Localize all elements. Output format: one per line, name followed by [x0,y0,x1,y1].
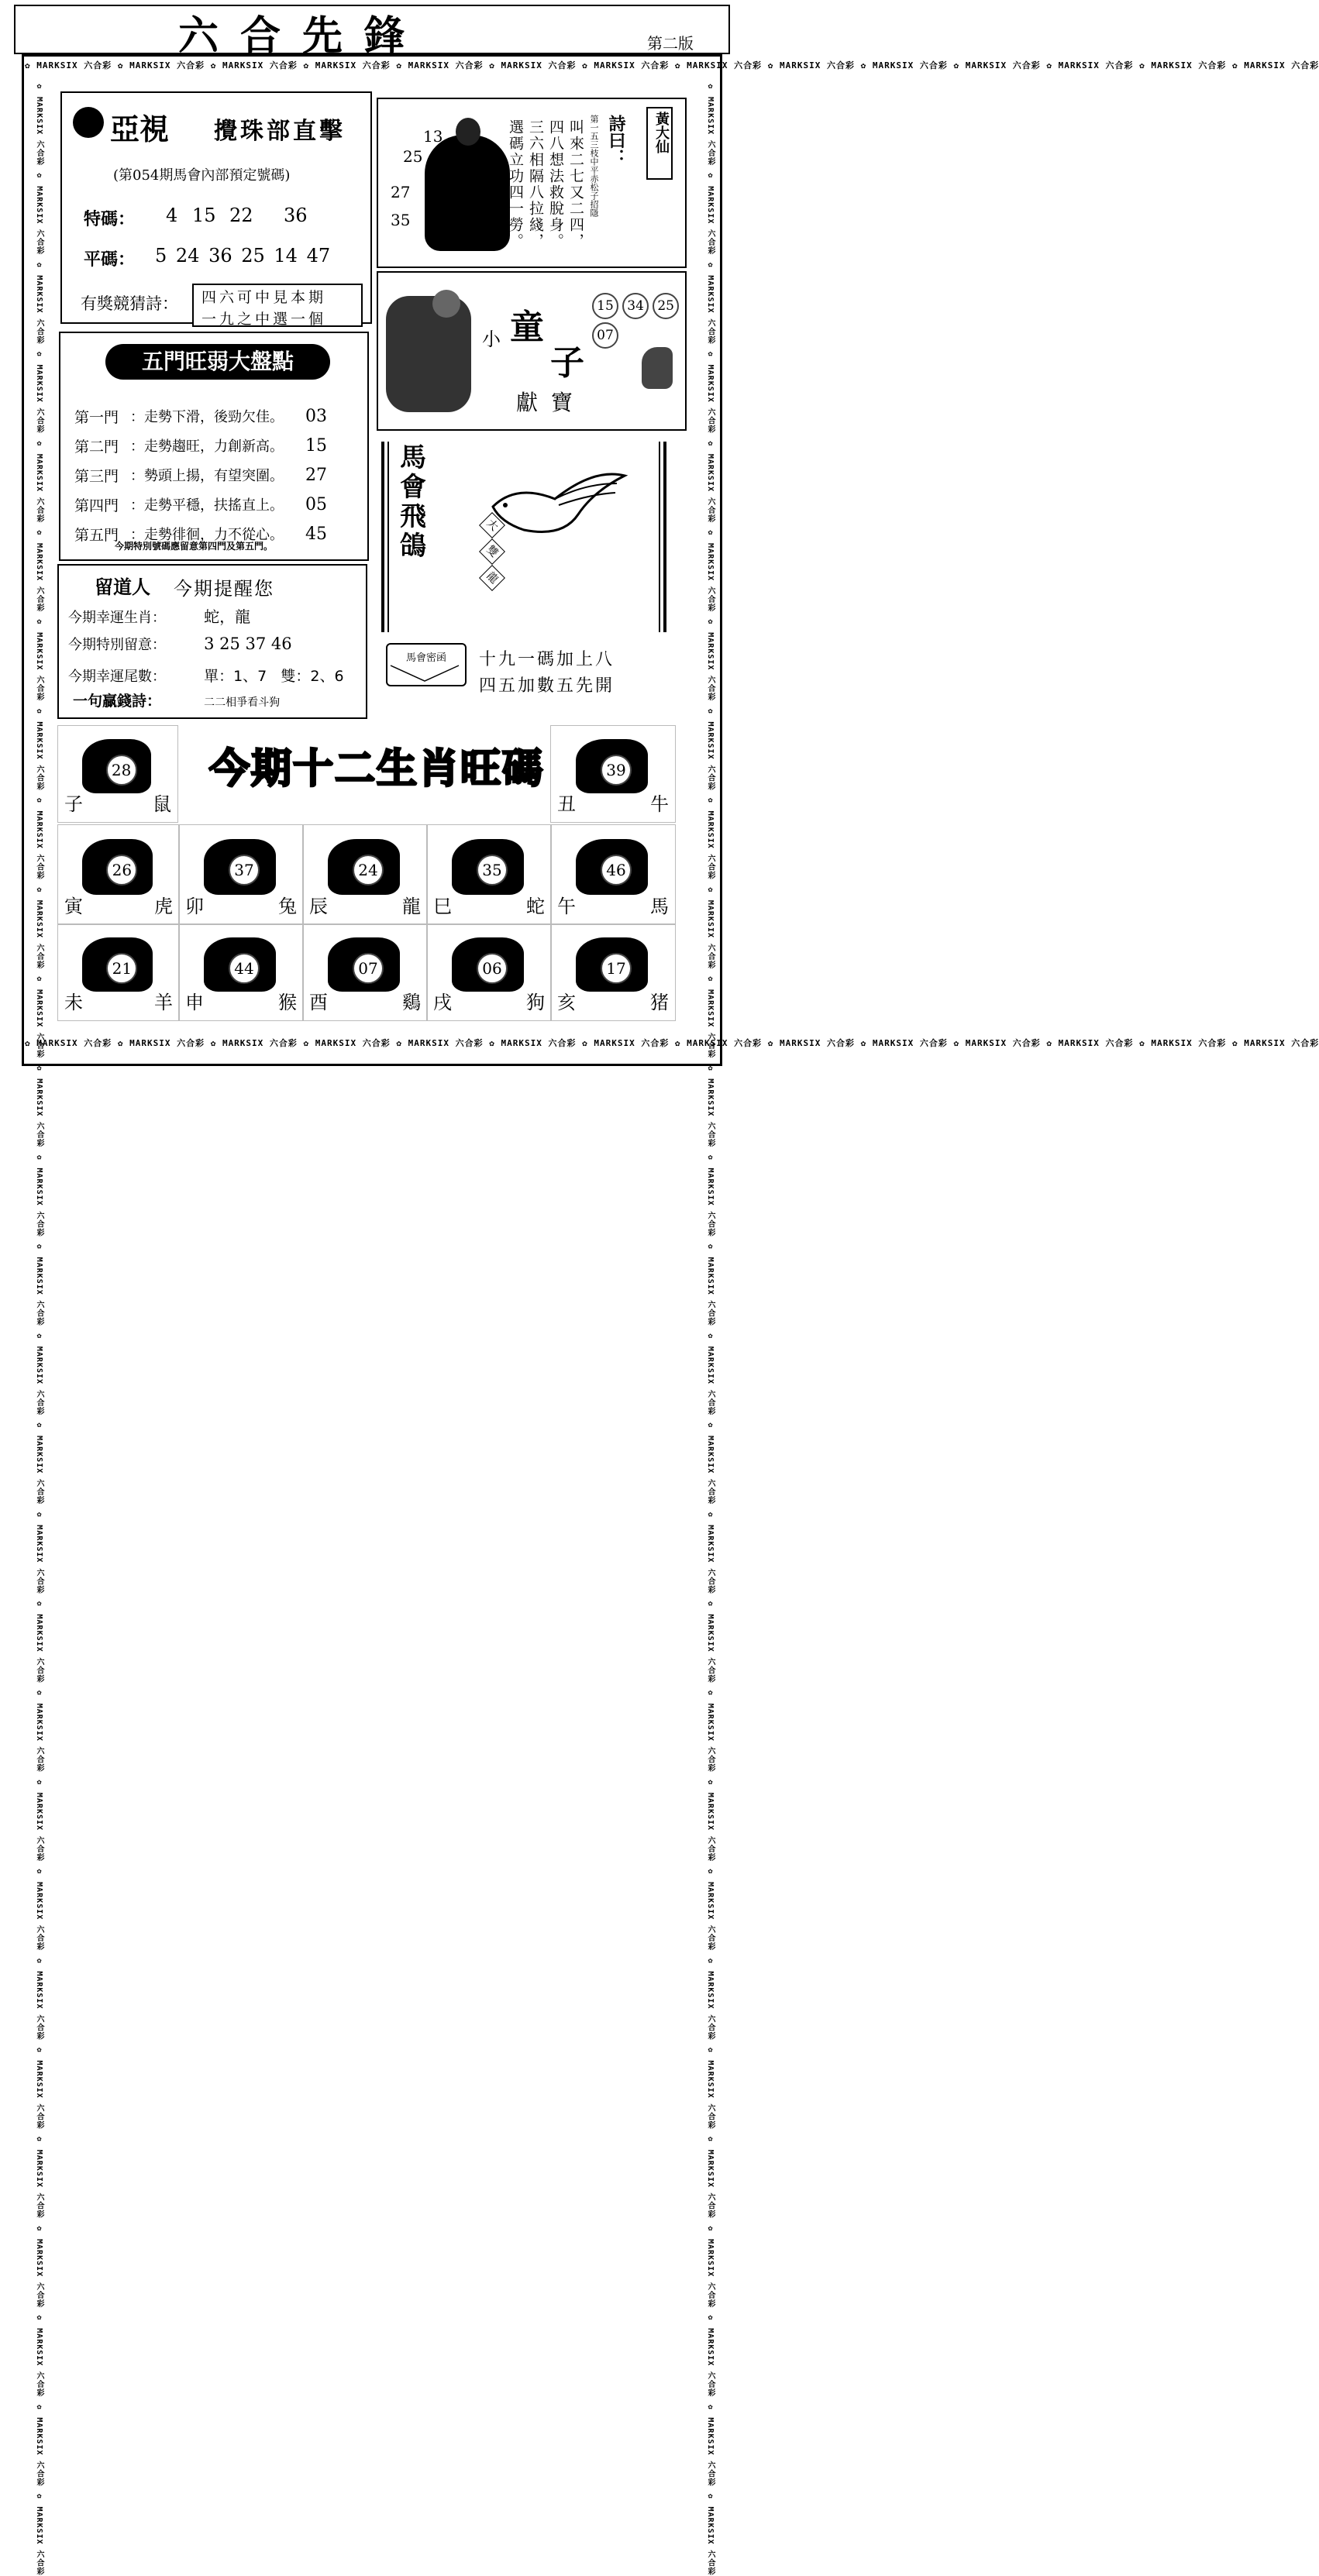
dog-figure-icon [642,347,673,389]
zodiac-cell [550,824,676,925]
asia-tv-headline: 攪珠部直擊 [214,118,346,145]
gate-number: 05 [305,494,327,514]
edition-label: 第二版 [647,34,694,53]
gate-number: 15 [305,435,327,456]
zodiac-cell [57,725,178,823]
pigeon-title-char: 鴿 [400,531,426,562]
gate-number: 45 [305,524,327,544]
pigeon-tags [480,511,504,595]
sage-figure-icon [425,135,510,251]
envelope-icon [387,664,462,683]
poem-line: 一九之中選一個 [201,311,327,328]
reminder-row [68,604,363,627]
child-treasure-box [377,271,687,431]
poem-box [192,284,363,327]
child-title-small: 小 [482,328,501,350]
pigeon-tag: 龍 [479,565,505,591]
number-circle: 07 [592,322,618,349]
zodiac-number: 28 [106,755,137,786]
gate-text: ：走勢趨旺，力創新高。 [130,439,284,455]
poem-line: 叫來二七又二四， [567,119,584,249]
zodiac-branch: 卯 [185,896,204,917]
reminder-poem: 二二相爭看斗狗 [204,696,281,709]
zodiac-cell [302,824,428,925]
zodiac-animal: 虎 [154,896,173,917]
poem-header: 詩曰： [606,115,626,166]
child-title-sub: 獻 寶 [516,390,576,415]
child-title-big: 童 [510,308,544,347]
sage-number: 35 [391,211,411,229]
poem-line: 四六可中見本期 [201,289,327,306]
sage-number: 13 [423,127,443,146]
page-title: 六合先鋒 [178,12,427,60]
poem-label: 有獎競猜詩： [81,294,178,313]
child-title-big: 子 [550,343,584,383]
special-number: 22 [229,205,253,226]
gate-number: 03 [305,406,327,426]
special-number: 4 [166,205,178,226]
zodiac-branch: 申 [185,992,204,1013]
zodiac-animal: 蛇 [526,896,545,917]
zodiac-branch: 午 [557,896,576,917]
gate-row [74,431,361,460]
zodiac-branch: 亥 [557,992,576,1013]
poem-note: 第一五三枝中平赤松子招隱 [589,115,599,217]
zodiac-number: 17 [601,953,632,984]
gate-label: 第二門 [74,438,119,456]
child-numbers [592,293,685,349]
reminder-value: 蛇，龍 [204,607,251,626]
reminder-poem-label: 一句贏錢詩： [73,693,162,710]
poem-line: 四八想法救脫身。 [547,119,564,249]
asia-tv-box [60,91,372,328]
zodiac-number: 06 [477,953,508,984]
reminder-label: 今期特別留意： [68,637,166,653]
zodiac-cell [178,923,304,1021]
number-circle: 25 [653,293,679,319]
strip-left: ✿ MARKSIX 六合彩 ✿ MARKSIX 六合彩 ✿ MARKSIX 六合彩 ✿ MARKSIX 六合彩 ✿ MARKSIX 六合彩 ✿ MARKSIX 六合彩 ✿ MARKSIX 六合彩 ✿ MARKSIX 六合彩 ✿ MARKSIX 六合彩 ✿ MARKSIX 六合彩 ✿ MARKSIX 六合彩 ✿ MARKSIX 六合彩 ✿ MARKSIX 六合彩 ✿ MARKSIX 六合彩 ✿ MARKSIX 六合彩 ✿ MARKSIX 六合彩 ✿ MARKSIX 六合彩 ✿ MARKSIX 六合彩 ✿ MARKSIX 六合彩 ✿ MARKSIX 六合彩 ✿ MARKSIX 六合彩 ✿ MARKSIX 六合彩 ✿ MARKSIX 六合彩 ✿ MARKSIX 六合彩 ✿ MARKSIX 六合彩 ✿ MARKSIX 六合彩 ✿ MARKSIX 六合彩 ✿ MARKSIX 六合彩 [35,82,43,2576]
zodiac-branch: 丑 [557,793,576,815]
sage-head [456,118,480,146]
pigeon-title [400,443,426,561]
pigeon-tag: 雙 [479,538,505,565]
zodiac-branch: 未 [64,992,83,1013]
reminder-heading: 留道人 [95,576,150,598]
zodiac-cell [426,923,552,1021]
gate-label: 第五門 [74,526,119,544]
special-number: 15 [192,205,216,226]
zodiac-animal: 龍 [402,896,421,917]
zodiac-number: 39 [601,755,632,786]
reminder-box [57,564,367,719]
strip-right: ✿ MARKSIX 六合彩 ✿ MARKSIX 六合彩 ✿ MARKSIX 六合彩 ✿ MARKSIX 六合彩 ✿ MARKSIX 六合彩 ✿ MARKSIX 六合彩 ✿ MARKSIX 六合彩 ✿ MARKSIX 六合彩 ✿ MARKSIX 六合彩 ✿ MARKSIX 六合彩 ✿ MARKSIX 六合彩 ✿ MARKSIX 六合彩 ✿ MARKSIX 六合彩 ✿ MARKSIX 六合彩 ✿ MARKSIX 六合彩 ✿ MARKSIX 六合彩 ✿ MARKSIX 六合彩 ✿ MARKSIX 六合彩 ✿ MARKSIX 六合彩 ✿ MARKSIX 六合彩 ✿ MARKSIX 六合彩 ✿ MARKSIX 六合彩 ✿ MARKSIX 六合彩 ✿ MARKSIX 六合彩 ✿ MARKSIX 六合彩 ✿ MARKSIX 六合彩 ✿ MARKSIX 六合彩 ✿ MARKSIX 六合彩 [706,82,715,2576]
master-name-box [646,107,673,180]
strip-top: ✿ MARKSIX 六合彩 ✿ MARKSIX 六合彩 ✿ MARKSIX 六合彩 ✿ MARKSIX 六合彩 ✿ MARKSIX 六合彩 ✿ MARKSIX 六合彩 ✿ MARKSIX 六合彩 ✿ MARKSIX 六合彩 ✿ MARKSIX 六合彩 ✿ MARKSIX 六合彩 ✿ MARKSIX 六合彩 ✿ MARKSIX 六合彩 ✿ MARKSIX 六合彩 ✿ MARKSIX 六合彩 [25,60,1319,71]
zodiac-branch: 辰 [309,896,328,917]
zodiac-cell [426,824,552,925]
zodiac-number: 46 [601,855,632,886]
zodiac-branch: 戌 [433,992,452,1013]
zodiac-animal: 兔 [278,896,297,917]
reminder-value: 3 25 37 46 [204,635,292,653]
zodiac-number: 07 [353,953,384,984]
gate-note: 今期特別號碼應留意第四門及第五門。 [115,541,274,552]
secret-line: 四五加數五先開 [479,676,615,696]
pigeon-title-char: 飛 [400,501,426,532]
pigeon-tag: 大 [479,512,505,538]
pigeon-left-rule [381,442,384,632]
five-gates-box [59,332,369,561]
zodiac-number: 35 [477,855,508,886]
gate-text: ：走勢平穩，扶搖直上。 [130,497,284,514]
zodiac-animal: 猴 [278,992,297,1013]
poem-line: 三六相隔八拉綫， [527,119,544,249]
child-head [432,290,460,318]
poem-master-box [377,98,687,268]
zodiac-number: 21 [106,953,137,984]
sage-number: 25 [403,147,423,166]
master-name: 黃大仙 [653,112,670,153]
gate-row [74,460,361,490]
gate-label: 第一門 [74,408,119,426]
sage-number: 27 [391,183,411,201]
zodiac-number: 26 [106,855,137,886]
secret-line: 十九一碼加上八 [479,650,615,669]
zodiac-cell [550,725,676,823]
gate-text: ：走勢徘徊，力不從心。 [130,527,284,543]
zodiac-number: 37 [229,855,260,886]
gate-label: 第四門 [74,497,119,514]
zodiac-animal: 狗 [526,992,545,1013]
reminder-value: 單：1、7 雙：2、6 [204,668,344,685]
gate-row [74,401,361,431]
poem-line: 選碼立功四一勞。 [507,119,524,249]
zodiac-branch: 子 [64,793,83,815]
secret-letter-box [386,643,467,686]
normal-label: 平碼： [84,250,136,270]
zodiac-animal: 鼠 [153,793,171,815]
zodiac-branch: 寅 [64,896,83,917]
zodiac-animal: 鷄 [402,992,421,1013]
children-figure-icon [386,296,471,412]
pigeon-right-rule [659,442,660,632]
reminder-label: 今期幸運生肖： [68,610,166,626]
zodiac-branch: 巳 [433,896,452,917]
special-label: 特碼： [84,210,136,229]
zodiac-number: 24 [353,855,384,886]
zodiac-animal: 馬 [650,896,669,917]
zodiac-animal: 猪 [650,992,669,1013]
number-circle: 34 [622,293,649,319]
asia-tv-subtitle: (第054期馬會內部預定號碼) [113,167,291,184]
number-circle: 15 [592,293,618,319]
zodiac-heading: 今期十二生肖旺碼 [209,746,545,793]
gate-list [74,401,361,549]
strip-bottom: ✿ MARKSIX 六合彩 ✿ MARKSIX 六合彩 ✿ MARKSIX 六合彩 ✿ MARKSIX 六合彩 ✿ MARKSIX 六合彩 ✿ MARKSIX 六合彩 ✿ MARKSIX 六合彩 ✿ MARKSIX 六合彩 ✿ MARKSIX 六合彩 ✿ MARKSIX 六合彩 ✿ MARKSIX 六合彩 ✿ MARKSIX 六合彩 ✿ MARKSIX 六合彩 ✿ MARKSIX 六合彩 [25,1038,1319,1048]
asia-tv-logo: 亞視 [110,112,170,146]
zodiac-animal: 羊 [154,992,173,1013]
pigeon-right-rule [663,442,666,632]
pigeon-title-char: 會 [400,472,426,503]
zodiac-cell [550,923,676,1021]
secret-letter-label: 馬會密函 [405,652,446,664]
zodiac-branch: 酉 [309,992,328,1013]
zodiac-animal: 牛 [650,793,669,815]
zodiac-cell [178,824,304,925]
gate-label: 第三門 [74,467,119,485]
asia-tv-logo-icon [73,107,104,138]
reminder-row [68,634,363,654]
special-number: 36 [284,205,308,226]
zodiac-cell [57,923,180,1021]
zodiac-cell [57,824,180,925]
pigeon-left-rule [387,442,389,632]
pigeon-title-char: 馬 [400,442,426,473]
reminder-heading-sub: 今期提醒您 [174,578,274,600]
gate-text: ：勢頭上揚，有望突圍。 [130,468,284,484]
zodiac-number: 44 [229,953,260,984]
reminder-label: 今期幸運尾數： [68,669,166,685]
gate-row [74,490,361,519]
gate-text: ：走勢下滑，後勁欠佳。 [130,409,284,425]
five-gates-heading: 五門旺弱大盤點 [105,344,330,380]
normal-numbers: 5 24 36 25 14 47 [155,245,331,267]
reminder-row [68,665,363,686]
reminder-poem-row [73,690,360,710]
zodiac-cell [302,923,428,1021]
gate-number: 27 [305,465,327,485]
